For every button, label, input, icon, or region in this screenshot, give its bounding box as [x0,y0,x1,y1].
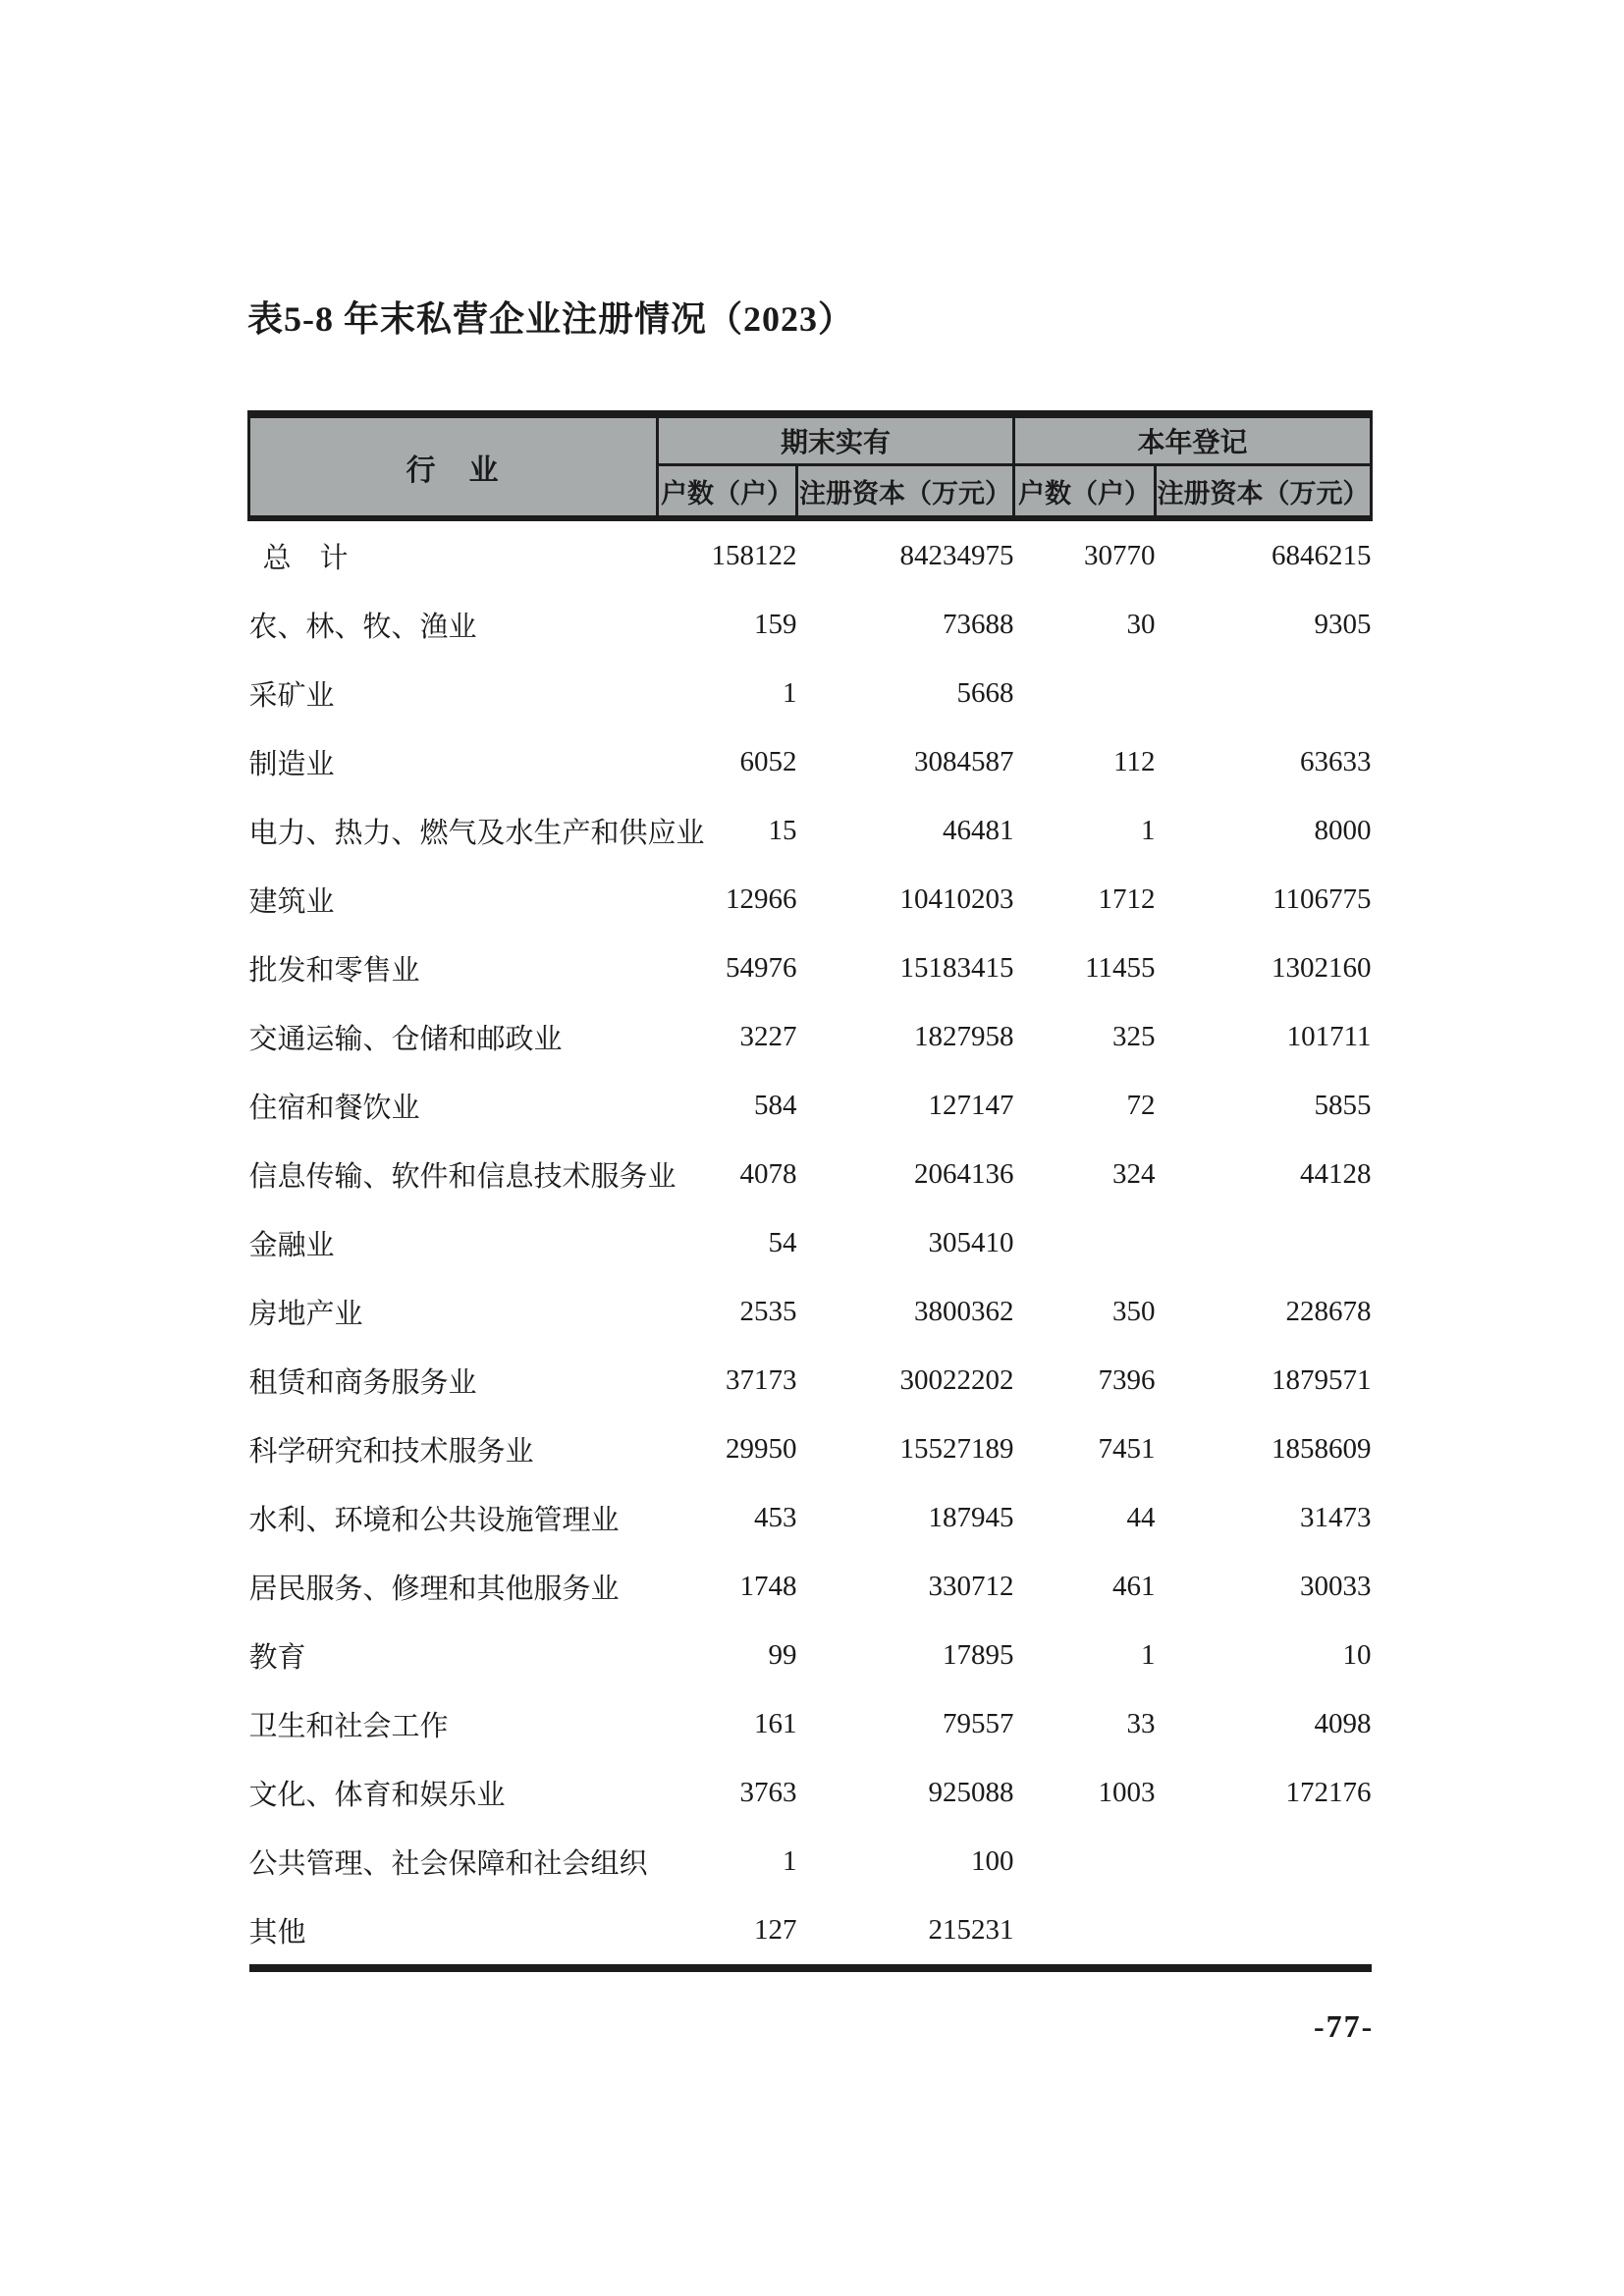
value-cell: 1879571 [1272,1363,1372,1396]
value-cell: 3763 [739,1776,797,1808]
industry-label: 电力、热力、燃气及水生产和供应业 [248,817,705,849]
table-row [249,1415,1372,1483]
value-cell: 305410 [928,1226,1014,1258]
table-row [249,1621,1372,1689]
value-cell: 127 [754,1913,797,1946]
table-row [249,934,1372,1002]
value-cell [1156,659,1372,727]
value-cell: 127147 [928,1089,1014,1121]
industry-label: 教育 [248,1641,306,1674]
table-row [249,590,1372,659]
value-cell [1014,1208,1156,1277]
industry-label: 房地产业 [248,1298,363,1330]
value-cell: 7451 [1098,1432,1156,1465]
industry-label: 文化、体育和娱乐业 [248,1779,506,1811]
value-cell [1156,1896,1372,1968]
value-cell: 8000 [1314,814,1372,846]
value-cell: 15527189 [899,1432,1014,1465]
table-row [249,796,1372,865]
industry-label: 卫生和社会工作 [248,1710,449,1742]
value-cell: 54 [768,1226,797,1258]
header-households-period-end: 户数（户） [658,465,797,519]
table-row [249,1758,1372,1827]
value-cell: 1003 [1098,1776,1156,1808]
private-enterprise-registration-table [247,410,1373,1972]
value-cell: 30770 [1084,539,1156,571]
value-cell: 159 [754,608,797,640]
header-group-period-end: 期末实有 [658,414,1014,465]
value-cell: 1 [1141,814,1156,846]
value-cell: 453 [754,1501,797,1533]
value-cell: 44128 [1300,1157,1372,1190]
industry-label: 科学研究和技术服务业 [248,1435,534,1468]
value-cell: 112 [1113,745,1156,777]
table-row [249,1896,1372,1968]
table-row [249,727,1372,796]
value-cell: 4098 [1314,1707,1372,1739]
value-cell: 187945 [928,1501,1014,1533]
value-cell: 1 [783,1844,797,1877]
value-cell: 1858609 [1272,1432,1372,1465]
value-cell: 158122 [711,539,797,571]
industry-label: 交通运输、仓储和邮政业 [248,1023,563,1055]
value-cell: 3084587 [914,745,1014,777]
value-cell: 172176 [1285,1776,1372,1808]
value-cell: 31473 [1300,1501,1372,1533]
value-cell [1014,659,1156,727]
value-cell: 1748 [739,1570,797,1602]
value-cell: 584 [754,1089,797,1121]
value-cell: 63633 [1300,745,1372,777]
value-cell: 330712 [928,1570,1014,1602]
table-row [249,1689,1372,1758]
value-cell: 3227 [739,1020,797,1052]
value-cell: 1827958 [914,1020,1014,1052]
table-header [249,414,1372,518]
industry-label: 居民服务、修理和其他服务业 [248,1573,620,1605]
industry-label: 金融业 [248,1229,335,1261]
table-row [249,1346,1372,1415]
table-row [249,659,1372,727]
value-cell: 30022202 [899,1363,1014,1396]
value-cell: 30033 [1300,1570,1372,1602]
value-cell: 215231 [928,1913,1014,1946]
header-group-year-registered: 本年登记 [1014,414,1372,465]
table-row [249,1827,1372,1896]
value-cell: 6846215 [1272,539,1372,571]
value-cell: 5668 [956,676,1014,709]
value-cell: 100 [971,1844,1014,1877]
industry-label: 公共管理、社会保障和社会组织 [248,1847,648,1880]
value-cell: 44 [1126,1501,1156,1533]
value-cell: 79557 [943,1707,1014,1739]
value-cell: 9305 [1314,608,1372,640]
value-cell [1156,1208,1372,1277]
value-cell: 2064136 [914,1157,1014,1190]
industry-label: 信息传输、软件和信息技术服务业 [248,1160,677,1193]
value-cell: 1712 [1098,882,1156,915]
header-capital-period-end: 注册资本（万元） [797,465,1014,519]
value-cell: 54976 [726,951,797,984]
value-cell: 11455 [1085,951,1156,984]
value-cell: 101711 [1286,1020,1372,1052]
value-cell: 84234975 [899,539,1014,571]
industry-label: 其他 [248,1916,306,1949]
industry-label: 住宿和餐饮业 [248,1092,420,1124]
value-cell: 4078 [739,1157,797,1190]
value-cell: 37173 [726,1363,797,1396]
industry-label: 农、林、牧、渔业 [248,611,477,643]
header-households-year-registered: 户数（户） [1014,465,1156,519]
value-cell: 30 [1126,608,1156,640]
table-row [249,518,1372,590]
table-body [249,518,1372,1968]
value-cell: 33 [1126,1707,1156,1739]
header-capital-year-registered: 注册资本（万元） [1156,465,1372,519]
table-row [249,1483,1372,1552]
value-cell: 1302160 [1272,951,1372,984]
value-cell: 1 [783,676,797,709]
industry-label: 租赁和商务服务业 [248,1366,477,1399]
value-cell [1156,1827,1372,1896]
value-cell: 461 [1112,1570,1156,1602]
value-cell: 925088 [928,1776,1014,1808]
value-cell: 7396 [1098,1363,1156,1396]
table-title: 表5-8 年末私营企业注册情况（2023） [247,299,854,339]
industry-label: 建筑业 [248,885,335,918]
page-number: -77- [1314,2008,1375,2044]
industry-label: 水利、环境和公共设施管理业 [248,1504,620,1536]
value-cell: 72 [1126,1089,1156,1121]
value-cell: 5855 [1314,1089,1372,1121]
value-cell: 325 [1112,1020,1156,1052]
table-row [249,1002,1372,1071]
table-row [249,1208,1372,1277]
value-cell: 15 [768,814,797,846]
value-cell: 2535 [739,1295,797,1327]
value-cell [1014,1827,1156,1896]
value-cell [1014,1896,1156,1968]
value-cell: 3800362 [914,1295,1014,1327]
header-industry: 行 业 [249,414,658,518]
table-row [249,1277,1372,1346]
value-cell: 10410203 [899,882,1014,915]
value-cell: 46481 [943,814,1014,846]
industry-label: 总 计 [262,542,349,574]
industry-label: 制造业 [248,748,335,780]
industry-label: 采矿业 [248,679,335,712]
table-row [249,1552,1372,1621]
header-row-groups [249,414,1372,465]
value-cell: 228678 [1285,1295,1372,1327]
value-cell: 10 [1342,1638,1372,1671]
industry-label: 批发和零售业 [248,954,420,987]
value-cell: 1106775 [1272,882,1372,915]
value-cell: 324 [1112,1157,1156,1190]
value-cell: 15183415 [899,951,1014,984]
value-cell: 350 [1112,1295,1156,1327]
table-row [249,1071,1372,1140]
value-cell: 99 [768,1638,797,1671]
value-cell: 17895 [943,1638,1014,1671]
value-cell: 161 [754,1707,797,1739]
table-row [249,1140,1372,1208]
value-cell: 73688 [943,608,1014,640]
value-cell: 29950 [726,1432,797,1465]
table-row [249,865,1372,934]
value-cell: 6052 [739,745,797,777]
value-cell: 12966 [726,882,797,915]
value-cell: 1 [1141,1638,1156,1671]
